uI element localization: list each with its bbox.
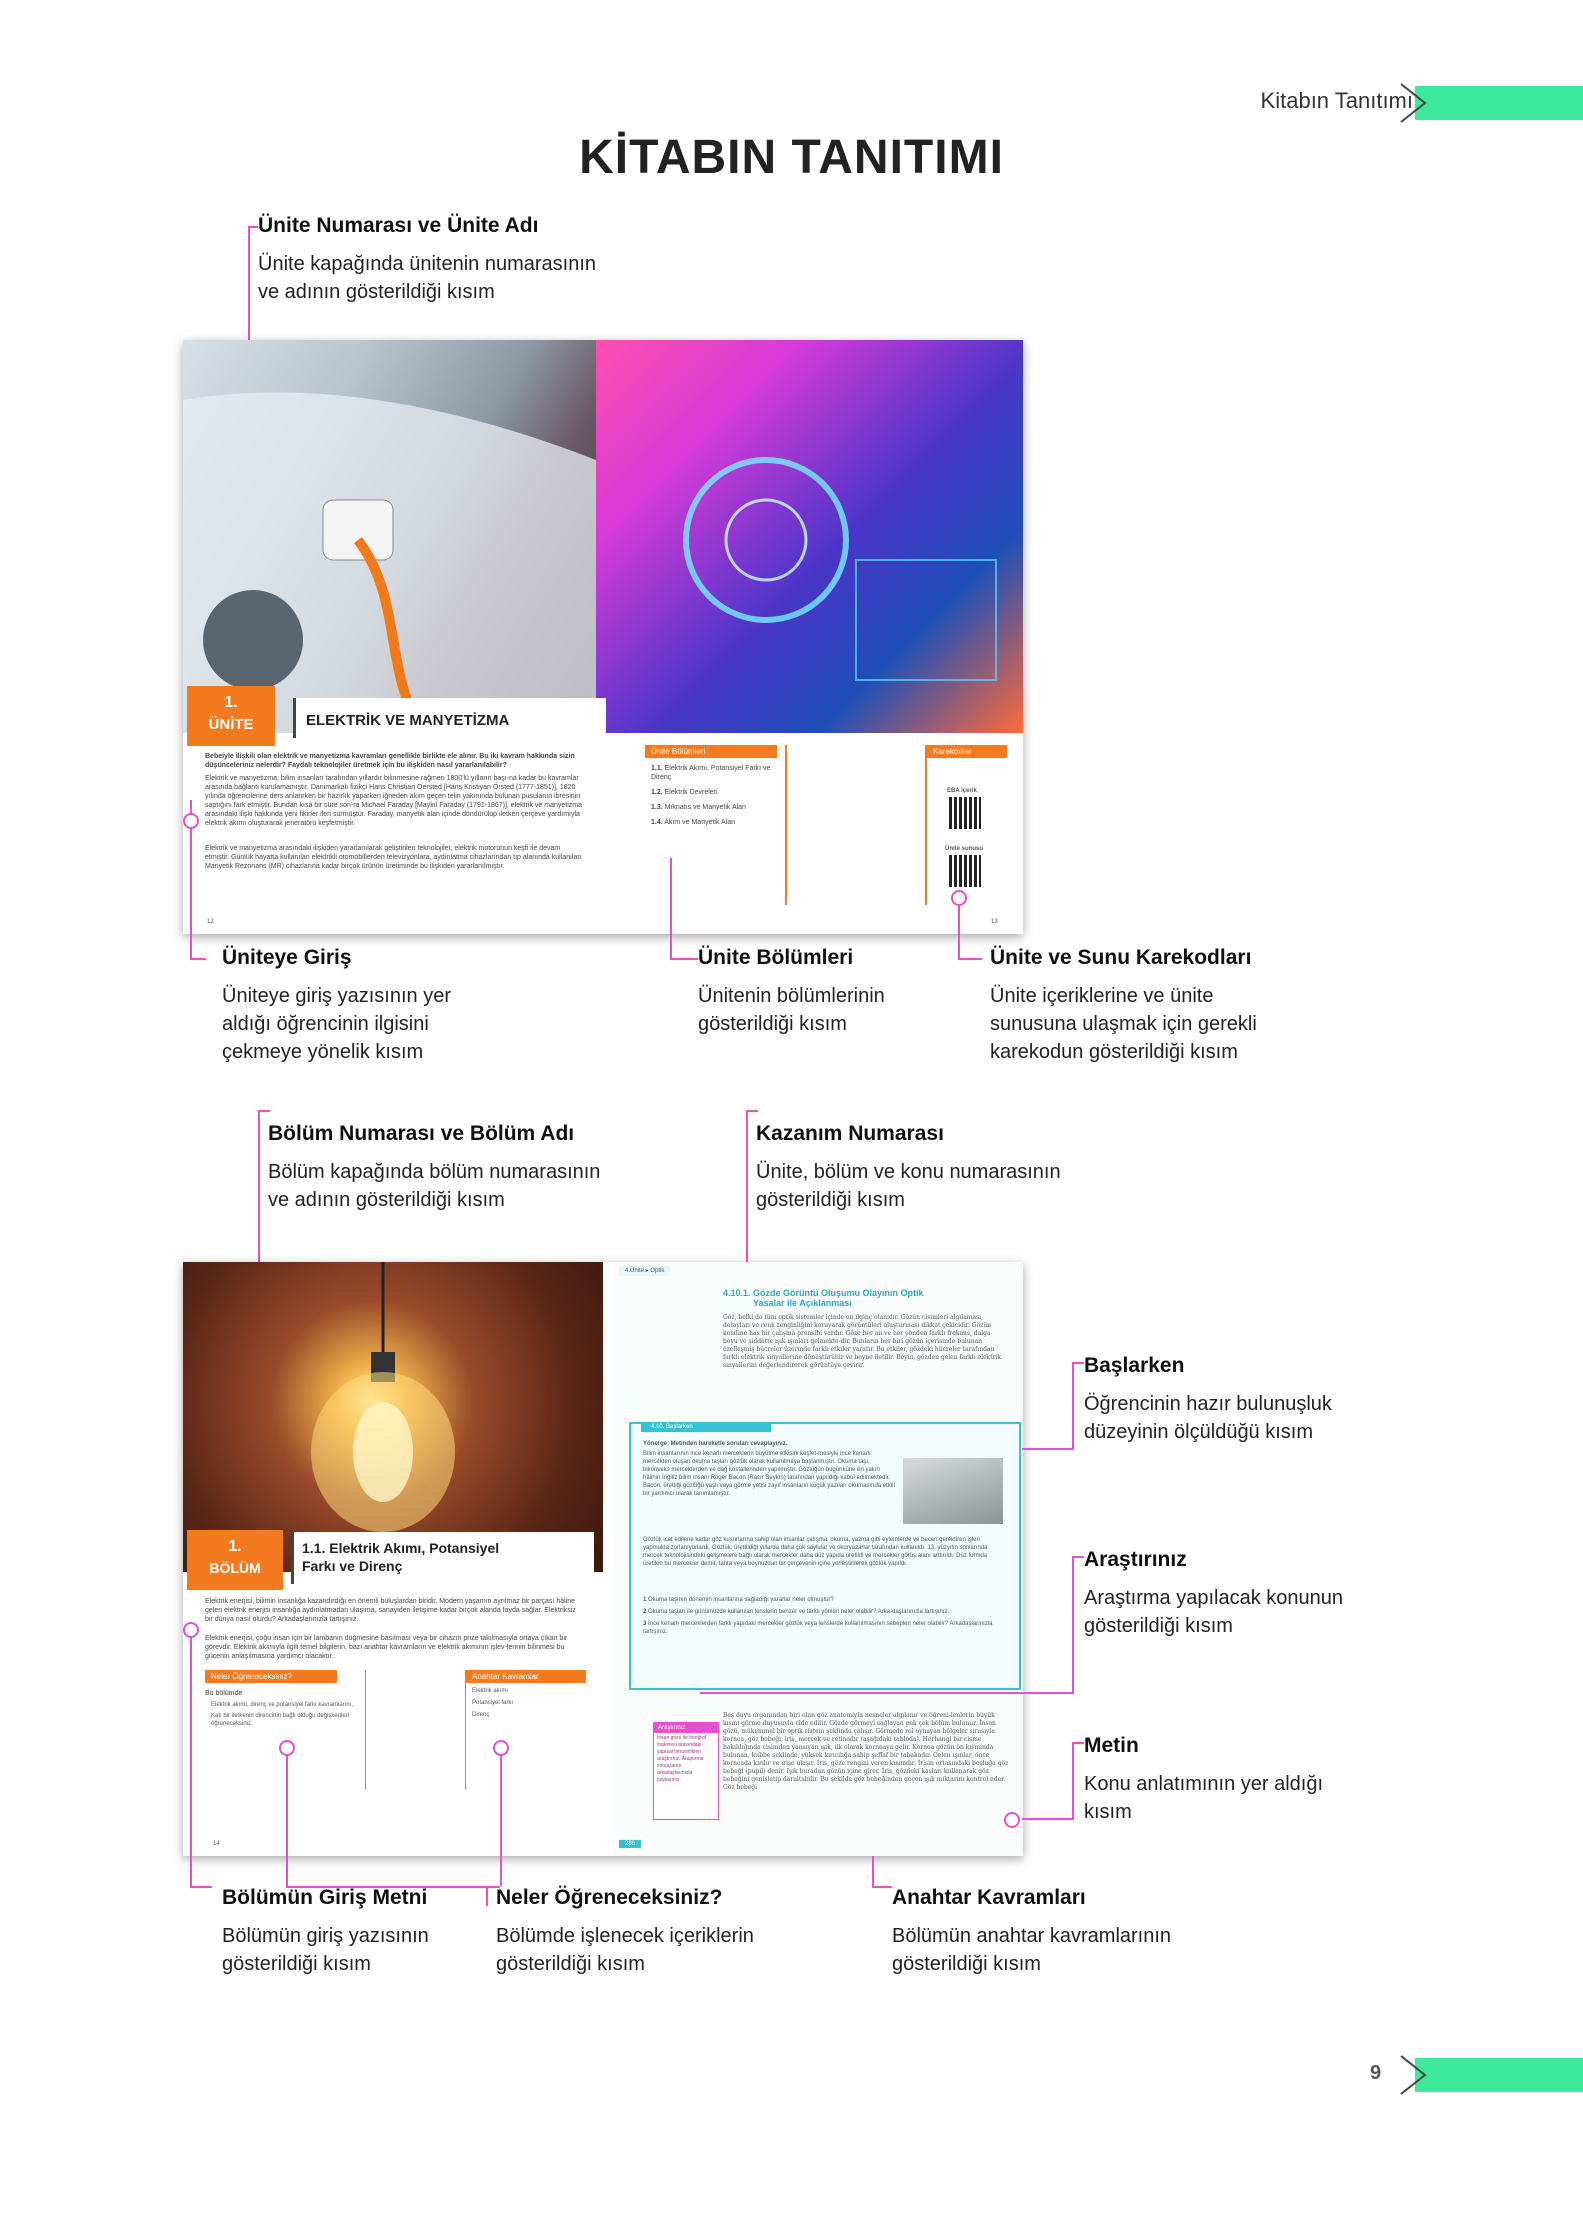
unit-section-item: [651, 788, 785, 797]
connector-line: [500, 1750, 502, 1870]
unit-number-badge: [187, 686, 275, 746]
section-number: 1.: [228, 1538, 242, 1555]
desc-line: gösterildiği kısım: [1084, 1615, 1233, 1637]
connector-line: [1072, 1558, 1074, 1694]
desc-line: Bölümde işlenecek içeriklerin: [496, 1925, 754, 1947]
dashboard-illustration-icon: [596, 340, 1023, 733]
label-unite-bolumleri-heading: Ünite Bölümleri: [698, 946, 854, 969]
desc-line: sunusuna ulaşmak için gerekli: [990, 1013, 1257, 1035]
qr-codes-title: Karekodlar: [927, 745, 1007, 758]
desc-line: düzeyinin ölçüldüğü kısım: [1084, 1421, 1314, 1443]
unit-section-no: 1.1.: [651, 765, 663, 772]
connector-dot: [183, 1622, 199, 1638]
question-number: 2: [643, 1609, 649, 1615]
unit-section-name: Elektrik Devreleri: [664, 789, 718, 796]
desc-line: gösterildiği kısım: [756, 1189, 905, 1211]
right-page: [613, 1262, 1023, 1856]
connector-line: [670, 958, 698, 960]
section-title-box: [291, 1532, 594, 1584]
desc-line: Konu anlatımının yer aldığı: [1084, 1773, 1324, 1795]
label-baslarken-desc: [1084, 1390, 1332, 1446]
book-spread-unit: [183, 340, 1023, 934]
connector-line: [1072, 1556, 1084, 1558]
page-number: 9: [1370, 2062, 1382, 2084]
anahtar-list: [466, 1687, 586, 1719]
desc-line: çekmeye yönelik kısım: [222, 1041, 424, 1063]
qr-codes-box: [925, 745, 1007, 905]
section-intro-paragraph: Elektrik enerjisi, çoğu insan için bir lambanın düğmesine basılması veya bir cihazın prize takılmasıyla ortaya çıkan bir görevdir. Elektrik akımıyla ilgili temel bilgilerin, bazı anahtar kavramların ve elektrik akımının işlev-lerinin bilinmesi bu gücenin anlaşılmasına yardımcı olacaktır.: [205, 1635, 568, 1660]
section-number-badge: [187, 1530, 283, 1590]
baslarken-paragraph: Gözlük icat edilene kadar göz kusurlarına sahip olan insanlar çalışma, okuma, yazma gibi eylemlerde ve beceri gerektiren işleri yapmakta zorlanıyorlardı. Gözlük, ürettildiği yıllarda daha çok soylular ve okuryazarlar tarafından kullanıldı. 13. yüzyılın sonlarında mercek teknolojisindeki gelişmelere bağlı olarak mercekler daha düz yapıda üretildi ve mercekler görüş alanı arttırıldı. Düz formda üretilen bu mercekler demir, tahta veya boynuzdan bir çerçevenin içine yerleştirilerek gözlük yapıldı.: [643, 1537, 988, 1567]
connector-line: [958, 958, 982, 960]
connector-line: [258, 1110, 270, 1112]
desc-line: Ünite içeriklerine ve ünite: [990, 985, 1214, 1007]
unit-title-box: [293, 698, 606, 738]
desc-line: Bölümün giriş yazısının: [222, 1925, 429, 1947]
label-unite-numarasi-heading: Ünite Numarası ve Ünite Adı: [258, 214, 539, 237]
unit-section-name: Akım ve Manyetik Alan: [664, 819, 736, 826]
unit-word: ÜNİTE: [208, 716, 254, 733]
connector-dot: [493, 1740, 509, 1756]
unit-title: ELEKTRİK VE MANYETİZMA: [306, 712, 510, 729]
connector-line: [746, 1110, 758, 1112]
baslarken-paragraph: Bilim insanlarının ince kenarlı merceklerin büyütme etkisini keşfet-mesiyle ince kenarlı mercekten oluşan okuma taşları gözlük olarak kullanılmaya başlanmıştır. Okuma taşı, bikonveks merceklerden ve dağ kristallerinden yapılmıştır. Gözlüğün bugünküne en yakın hâlinin İngiliz bilim insanı Roger Bacon (Racır Beykın) tarafından yapıldığı kabul edilmektedir. Bacon, ürettiği gözlüğü yaşlı veya görme yetisi zayıf insanların küçük yazıları okumasında etkili bir yardımcı olarak tanımlamıştır.: [643, 1451, 895, 1497]
label-unite-numarasi-desc: [258, 250, 596, 306]
unit-section-item: [651, 803, 785, 812]
connector-dot: [1004, 1812, 1020, 1828]
neler-title: Neler Öğreneceksiniz?: [205, 1670, 337, 1683]
question-text: İnce kenarlı merceklerden farklı yapıdaki mercekler gözlük veya lenslerde kullanılmasının sebepleri neler olabilir? Arkadaşlarınızla tartışınız.: [643, 1621, 993, 1635]
neler-item: Elektrik akımı, direnç ve potansiyel farkı kavramlarını,: [211, 1702, 354, 1708]
label-neler-heading: Neler Öğreneceksiniz?: [496, 1886, 723, 1909]
page-title: KİTABIN TANITIMI: [579, 131, 1004, 184]
section-word: BÖLÜM: [209, 1560, 261, 1576]
desc-line: karekodun gösterildiği kısım: [990, 1041, 1238, 1063]
qr-code-icon[interactable]: [949, 855, 981, 887]
desc-line: Üniteye giriş yazısının yer: [222, 985, 451, 1007]
desc-line: gösterildiği kısım: [698, 1013, 847, 1035]
label-uniteye-giris-desc: [222, 982, 451, 1066]
page-number-right: 286: [619, 1840, 641, 1848]
connector-line: [248, 226, 258, 228]
connector-line: [1072, 1364, 1074, 1450]
desc-line: Ünite, bölüm ve konu numarasının: [756, 1161, 1061, 1183]
body-paragraph: Beş duyu organından biri olan göz anatomiyla nesneler algılanır ve öğreni-lenlerin büyük kısmı görme duyusuyla elde edilir. Gözde görmeyi sağlayan pek çok bölüm bulunur. İnsan gözü, mükemmel bir optik sistem şeklinde çalışır. Görmede rol oynayan bölgeler sırasıyla kornea, göz bebeği, iris, mercek ve retinadır (aşağıdaki tabloda). Herhangi bir cisme bakıldığında cisimden yansıyan ışık, ilk olarak korneaya gelir. Kornea gözün ön kısmında bulunan, kubbe şeklinde, yüksek kırıcılığa sahip şeffaf bir tabakadır. Gelen ışınlar, önce korneada kırılır ve irise ulaşır. İris, göze rengini veren kısımdır. İrisin ortasındaki boşluğa göz bebeği (pupil) denir. Işık buradan gözün içine girer. İris, gözdeki kasları kullanarak göz bebeğini genişletip daraltabilir. Bu şekilde göz bebeğinden geçen ışık miktarını kontrol eder. Göz bebeği: [723, 1712, 1009, 1791]
connector-line: [670, 858, 672, 938]
qr-label: EBA içerik: [947, 788, 977, 794]
label-anahtar-desc: [892, 1922, 1171, 1978]
connector-line: [190, 1632, 192, 1888]
connector-dot: [951, 890, 967, 906]
kazanim-title-line: Yasalar ile Açıklanması: [753, 1298, 852, 1308]
dashboard-image: [596, 340, 1023, 733]
book-spread-section: [183, 1262, 1023, 1856]
question-text: Okuma taşları ile günümüzde kullanılan lenslerin benzer ve farklı yönleri neler olabilir? Arka-daşlarınızla tartışınız.: [648, 1609, 950, 1615]
connector-line: [486, 1886, 488, 1906]
question-number: 3: [643, 1621, 649, 1627]
desc-line: ve adının gösterildiği kısım: [268, 1189, 505, 1211]
connector-line: [1022, 1818, 1072, 1820]
unit-section-item: [651, 818, 785, 827]
arastiriniz-title: Araştırınız: [654, 1723, 718, 1733]
label-kazanim-heading: Kazanım Numarası: [756, 1122, 944, 1145]
unit-number: 1.: [224, 694, 238, 711]
unit-section-no: 1.2.: [651, 789, 663, 796]
yonerge: Yönerge: Metinden hareketle soruları cevaplayınız.: [643, 1441, 788, 1447]
header-section-title: Kitabın Tanıtımı: [1260, 88, 1413, 113]
unit-section-no: 1.3.: [651, 804, 663, 811]
questions-list: [643, 1592, 1007, 1636]
connector-line: [700, 1692, 1072, 1694]
baslarken-title: 4.10. Başlarken: [641, 1422, 771, 1432]
connector-line: [1072, 1744, 1074, 1820]
label-karekodlar-desc: [990, 982, 1257, 1066]
header-chevron-icon: [1393, 82, 1433, 124]
arastiriniz-box: [653, 1722, 719, 1820]
label-uniteye-giris-heading: Üniteye Giriş: [222, 946, 352, 969]
unit-sections-title: Ünite Bölümleri: [645, 745, 777, 758]
label-bolum-numarasi-heading: Bölüm Numarası ve Bölüm Adı: [268, 1122, 575, 1145]
desc-line: gösterildiği kısım: [892, 1953, 1041, 1975]
connector-line: [190, 1886, 212, 1888]
connector-line: [670, 938, 672, 958]
unit-intro-question: Bebeiyle ilişkili olan elektrik ve manyetizma kavramları genellikle birlikte ele alınır. Bu iki kavram hakkında sizin düşünceleriniz nelerdir? Faydalı teknolojiler üretmek için bu ilişkiden nasıl yararlanılabilir?: [205, 753, 575, 769]
label-baslarken-heading: Başlarken: [1084, 1354, 1185, 1377]
connector-dot: [279, 1740, 295, 1756]
body-paragraph: Göz, belki de tüm optik sistemler içinde en ilginç olanıdır. Gözün cisimleri algılaması, detayları ve renk zenginliğini koruyarak görüntüleri oluşturması dikkat çekicidir. Gözün kendine has bir çalışma prensibi vardır. Göze her an ve her yönden farklı frekans, dalga boyu ve şiddette ışık ışınları gelmekte-dir. Bunların her biri gözün içerisinde bulunan özelleşmiş hücreler üzerinde farklı etkiler yaratır. Bu etkiler, gözdeki hücreler tarafından farklı elektrik sinyallerine dönüştürülür ve beyne iletilir. Beyin, gözden gelen farklı elektrik sinyallerini değerlendirerek görüntüye çevirir.: [723, 1314, 1002, 1369]
label-neler-desc: [496, 1922, 754, 1978]
desc-line: gösterildiği kısım: [222, 1953, 371, 1975]
arastiriniz-text: İnsan gözü ile fotoğraf makinesi arasındaki yapısal benzerlikleri araştırınız. Araştırma sonuçlarını arkadaşlarınızla paylaşınız.: [657, 1735, 707, 1783]
label-kazanim-desc: [756, 1158, 1061, 1214]
connector-line: [190, 958, 206, 960]
footer-chevron-icon: [1393, 2054, 1433, 2096]
kazanim-title-line: 4.10.1. Gözde Görüntü Oluşumu Olayının Optik: [723, 1288, 924, 1298]
question-text: Okuma taşının dönemin insanlarına sağladığı yararlar neler olmuştur?: [648, 1597, 834, 1603]
label-bolum-giris-heading: Bölümün Giriş Metni: [222, 1886, 428, 1909]
neler-item: Katı bir iletkenin direncinin bağlı olduğu değişkenleri öğreneceksiniz.: [211, 1713, 350, 1727]
qr-code-icon[interactable]: [949, 797, 981, 829]
desc-line: Araştırma yapılacak konunun: [1084, 1587, 1344, 1609]
section-intro-paragraph: Elektrik enerjisi, bilimin insanlığa kazandırdığı en önemli buluşlardan biridir. Modern yaşamın ayrılmaz bir parçası hâline gelen elektrik enerjisi insanlığa aydınlatmadan ulaşıma, sanayiden iletişime kadar birçok alanda fayda sağlar. Elektriksiz bir dünya nasıl olurdu? Arkadaşlarınızla tartışınız.: [205, 1598, 576, 1623]
desc-line: Öğrencinin hazır bulunuşluk: [1084, 1393, 1332, 1415]
light-bulb-image: [183, 1262, 603, 1572]
neler-lead: Bu bölümde: [205, 1690, 243, 1697]
bulb-illustration-icon: [183, 1262, 603, 1572]
connector-line: [958, 900, 960, 958]
question-item: [643, 1596, 1007, 1604]
desc-line: kısım: [1084, 1801, 1132, 1823]
connector-line: [1072, 1742, 1084, 1744]
desc-line: Ünitenin bölümlerinin: [698, 985, 885, 1007]
page-number-left: 14: [213, 1841, 220, 1847]
desc-line: Ünite kapağında ünitenin numarasının: [258, 253, 597, 275]
unit-section-no: 1.4.: [651, 819, 663, 826]
label-arastiriniz-heading: Araştırınız: [1084, 1548, 1187, 1571]
connector-line: [1022, 1448, 1072, 1450]
reading-stone-image: [903, 1458, 1003, 1524]
unit-section-name: Mıknatıs ve Manyetik Alan: [664, 804, 746, 811]
label-bolum-numarasi-desc: [268, 1158, 600, 1214]
connector-line: [1072, 1362, 1084, 1364]
connector-line: [500, 1870, 502, 1886]
question-number: 1: [643, 1597, 649, 1603]
anahtar-title: Anahtar Kavramlar: [466, 1670, 586, 1683]
baslarken-box: [629, 1422, 1021, 1690]
label-metin-desc: [1084, 1770, 1323, 1826]
unit-sections-box: [645, 745, 787, 905]
breadcrumb-unit: 4.Ünite: [625, 1268, 645, 1274]
page-number-left: 12: [207, 919, 214, 925]
anahtar-item: Direnç: [472, 1712, 490, 1718]
label-unite-bolumleri-desc: [698, 982, 885, 1038]
label-metin-heading: Metin: [1084, 1734, 1139, 1757]
unit-intro-paragraph: Elektrik ve manyetizma arasındaki ilişkiden yararlanılarak geliştirilen teknolojiler, elektrik motorunun keşfi ile devam etmiştir. Günlük hayatta kullanılan elektrikli otomobillerden televizyonlara, aydınlatma cihazlarından tıp alanında kullanılan Manyetik Rezonans (MR) cihazlarına kadar birçok ürünün üretiminde bu ilişkiden yararlanılmıştır.: [205, 845, 582, 870]
unit-section-item: [651, 764, 785, 782]
connector-line: [872, 1886, 892, 1888]
car-illustration-icon: [183, 340, 596, 733]
kazanim-title: [723, 1288, 924, 1308]
connector-line: [286, 1750, 288, 1886]
question-item: [643, 1620, 1007, 1636]
connector-line: [746, 1112, 748, 1280]
label-karekodlar-heading: Ünite ve Sunu Karekodları: [990, 946, 1252, 969]
breadcrumb-topic: Optik: [650, 1268, 665, 1274]
section-title-line: 1.1. Elektrik Akımı, Potansiyel: [302, 1540, 500, 1556]
connector-dot: [183, 813, 199, 829]
section-title-line: Farkı ve Direnç: [302, 1558, 403, 1574]
header-accent-bar: [1415, 86, 1583, 120]
desc-line: aldığı öğrencinin ilgisini: [222, 1013, 429, 1035]
label-bolum-giris-desc: [222, 1922, 429, 1978]
anahtar-box: [465, 1670, 586, 1790]
unit-sections-list: [645, 764, 785, 827]
breadcrumb: 4.Ünite ▸ Optik: [619, 1266, 670, 1276]
desc-line: Bölüm kapağında bölüm numarasının: [268, 1161, 601, 1183]
footer-accent-bar: [1415, 2058, 1583, 2092]
neler-list: [205, 1701, 365, 1728]
connector-line: [872, 1856, 874, 1886]
car-charging-image: [183, 340, 596, 733]
label-anahtar-heading: Anahtar Kavramları: [892, 1886, 1086, 1909]
desc-line: Bölümün anahtar kavramlarının: [892, 1925, 1172, 1947]
question-item: [643, 1608, 1007, 1616]
unit-section-name: Elektrik Akımı, Potansiyel Farkı ve Direnç: [651, 765, 771, 781]
label-arastiriniz-desc: [1084, 1584, 1343, 1640]
desc-line: gösterildiği kısım: [496, 1953, 645, 1975]
unit-intro-paragraph: Elektrik ve manyetizma, bilim insanları tarafından yıllardır bilinmesine rağmen 1800'lü yılların başı-na kadar bu kavramlar arasında bağlantı kurulamamıştır. Danimarkalı fizikçi Hans Christian Oersted [Hans Kristiyan Örsted (1777-1851)], 1820 yılında öğrencilerine ders anlatırken bir hazırlık yaparken iğneden akım geçen telin yakınında bulunan pusulanın ibresinin saptığını fark etmiştir. Bundan kısa bir süre son-ra Michael Faraday [Maykıl Faraday (1791-1867)], elektrik ve manyetizma arasındaki ilişki hakkında yeni fikirler ileri sürmüştür. Faraday, manyetik alan içinde döndürülüp iletken çerçeve yardımıyla elektrik akımı oluşturarak jeneratörü keşfetmiştir.: [205, 775, 582, 827]
page-number-right: 13: [991, 919, 998, 925]
desc-line: ve adının gösterildiği kısım: [258, 281, 495, 303]
anahtar-item: Potansiyel farkı: [472, 1700, 514, 1706]
qr-label: Ünite sunusu: [945, 846, 984, 852]
anahtar-item: Elektrik akımı: [472, 1688, 509, 1694]
